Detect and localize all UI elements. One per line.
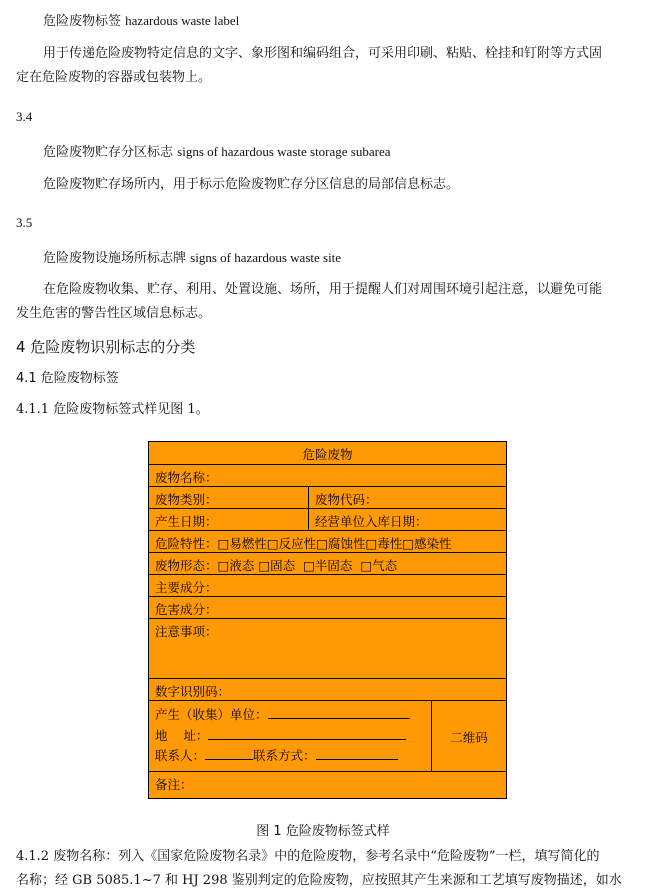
property-checkbox: □腐蚀性 xyxy=(316,536,366,551)
hazard-properties-label: 危险特性： xyxy=(155,536,218,551)
fill-line xyxy=(208,727,406,740)
hazard-properties-field xyxy=(155,534,452,552)
term-en: signs of hazardous waste storage subarea xyxy=(177,144,391,159)
producer-unit-field xyxy=(155,705,410,723)
definition-line: 在危险废物收集、贮存、利用、处置设施、场所，用于提醒人们对周围环境引起注意，以避免可能 xyxy=(43,282,603,297)
digital-id-field: 数字识别码： xyxy=(155,684,231,699)
contact-label: 联系人： xyxy=(155,748,206,763)
form-checkbox: □液态 xyxy=(217,558,255,573)
producer-unit-label: 产生（收集）单位： xyxy=(155,707,268,722)
form-checkbox: □半固态 xyxy=(303,558,353,573)
waste-form-field xyxy=(155,556,397,574)
definition-line: 发生危害的警告性区域信息标志。 xyxy=(16,306,212,321)
term-en: signs of hazardous waste site xyxy=(190,250,342,265)
term-storage-subarea-sign xyxy=(43,141,391,160)
hazardous-waste-label-figure xyxy=(148,441,507,799)
definition-line: 定在危险废物的容器或包装物上。 xyxy=(16,70,212,85)
precautions-field: 注意事项： xyxy=(155,624,218,639)
contact-method-label: 联系方式： xyxy=(253,748,316,763)
label-title: 危险废物 xyxy=(302,447,353,462)
fill-line xyxy=(205,747,253,760)
form-checkbox: □气态 xyxy=(360,558,398,573)
section-heading: 4 危险废物识别标志的分类 xyxy=(16,338,196,356)
clause-text: 名称；经 GB 5085.1~7 和 HJ 298 鉴别判定的危险废物，应按照其产生来源和工艺填写废物描述，如水 xyxy=(16,873,622,888)
waste-code-field: 废物代码： xyxy=(315,492,378,507)
remark-field: 备注： xyxy=(155,777,193,792)
waste-form-label: 废物形态： xyxy=(155,558,218,573)
address-field xyxy=(155,726,406,744)
contact-field xyxy=(155,746,398,764)
term-site-sign xyxy=(43,247,341,266)
term-en: hazardous waste label xyxy=(125,13,240,28)
property-checkbox: □易燃性 xyxy=(217,536,267,551)
term-cn: 危险废物设施场所标志牌 xyxy=(43,251,187,266)
waste-category-field: 废物类别： xyxy=(155,492,218,507)
property-checkbox: □反应性 xyxy=(266,536,317,551)
fill-line xyxy=(268,706,410,719)
subsection-heading: 4.1 危险废物标签 xyxy=(16,371,119,386)
main-components-field: 主要成分： xyxy=(155,580,218,595)
waste-name-field: 废物名称： xyxy=(155,470,218,485)
term-cn: 危险废物贮存分区标志 xyxy=(43,145,174,160)
qr-code-box: 二维码 xyxy=(450,730,488,745)
address-label: 地 址： xyxy=(155,728,209,743)
clause-number: 3.5 xyxy=(16,215,33,230)
figure-caption: 图 1 危险废物标签式样 xyxy=(256,824,390,839)
storage-date-field: 经营单位入库日期： xyxy=(315,514,428,529)
definition-line: 用于传递危险废物特定信息的文字、象形图和编码组合，可采用印刷、粘贴、栓挂和钉附等方式固 xyxy=(43,46,603,61)
fill-line xyxy=(316,747,398,760)
definition-line: 危险废物贮存场所内，用于标示危险废物贮存分区信息的局部信息标志。 xyxy=(43,177,460,192)
harmful-components-field: 危害成分： xyxy=(155,602,218,617)
form-checkbox: □固态 xyxy=(258,558,296,573)
property-checkbox: □毒性 xyxy=(365,536,403,551)
clause-text: 4.1.1 危险废物标签式样见图 1。 xyxy=(16,402,209,417)
clause-number: 3.4 xyxy=(16,109,33,124)
clause-text: 4.1.2 废物名称：列入《国家危险废物名录》中的危险废物，参考名录中“危险废物”一栏，填写简化的 xyxy=(16,849,600,864)
property-checkbox: □感染性 xyxy=(402,536,452,551)
term-hazardous-waste-label xyxy=(43,10,239,29)
production-date-field: 产生日期： xyxy=(155,514,218,529)
term-cn: 危险废物标签 xyxy=(43,14,122,29)
